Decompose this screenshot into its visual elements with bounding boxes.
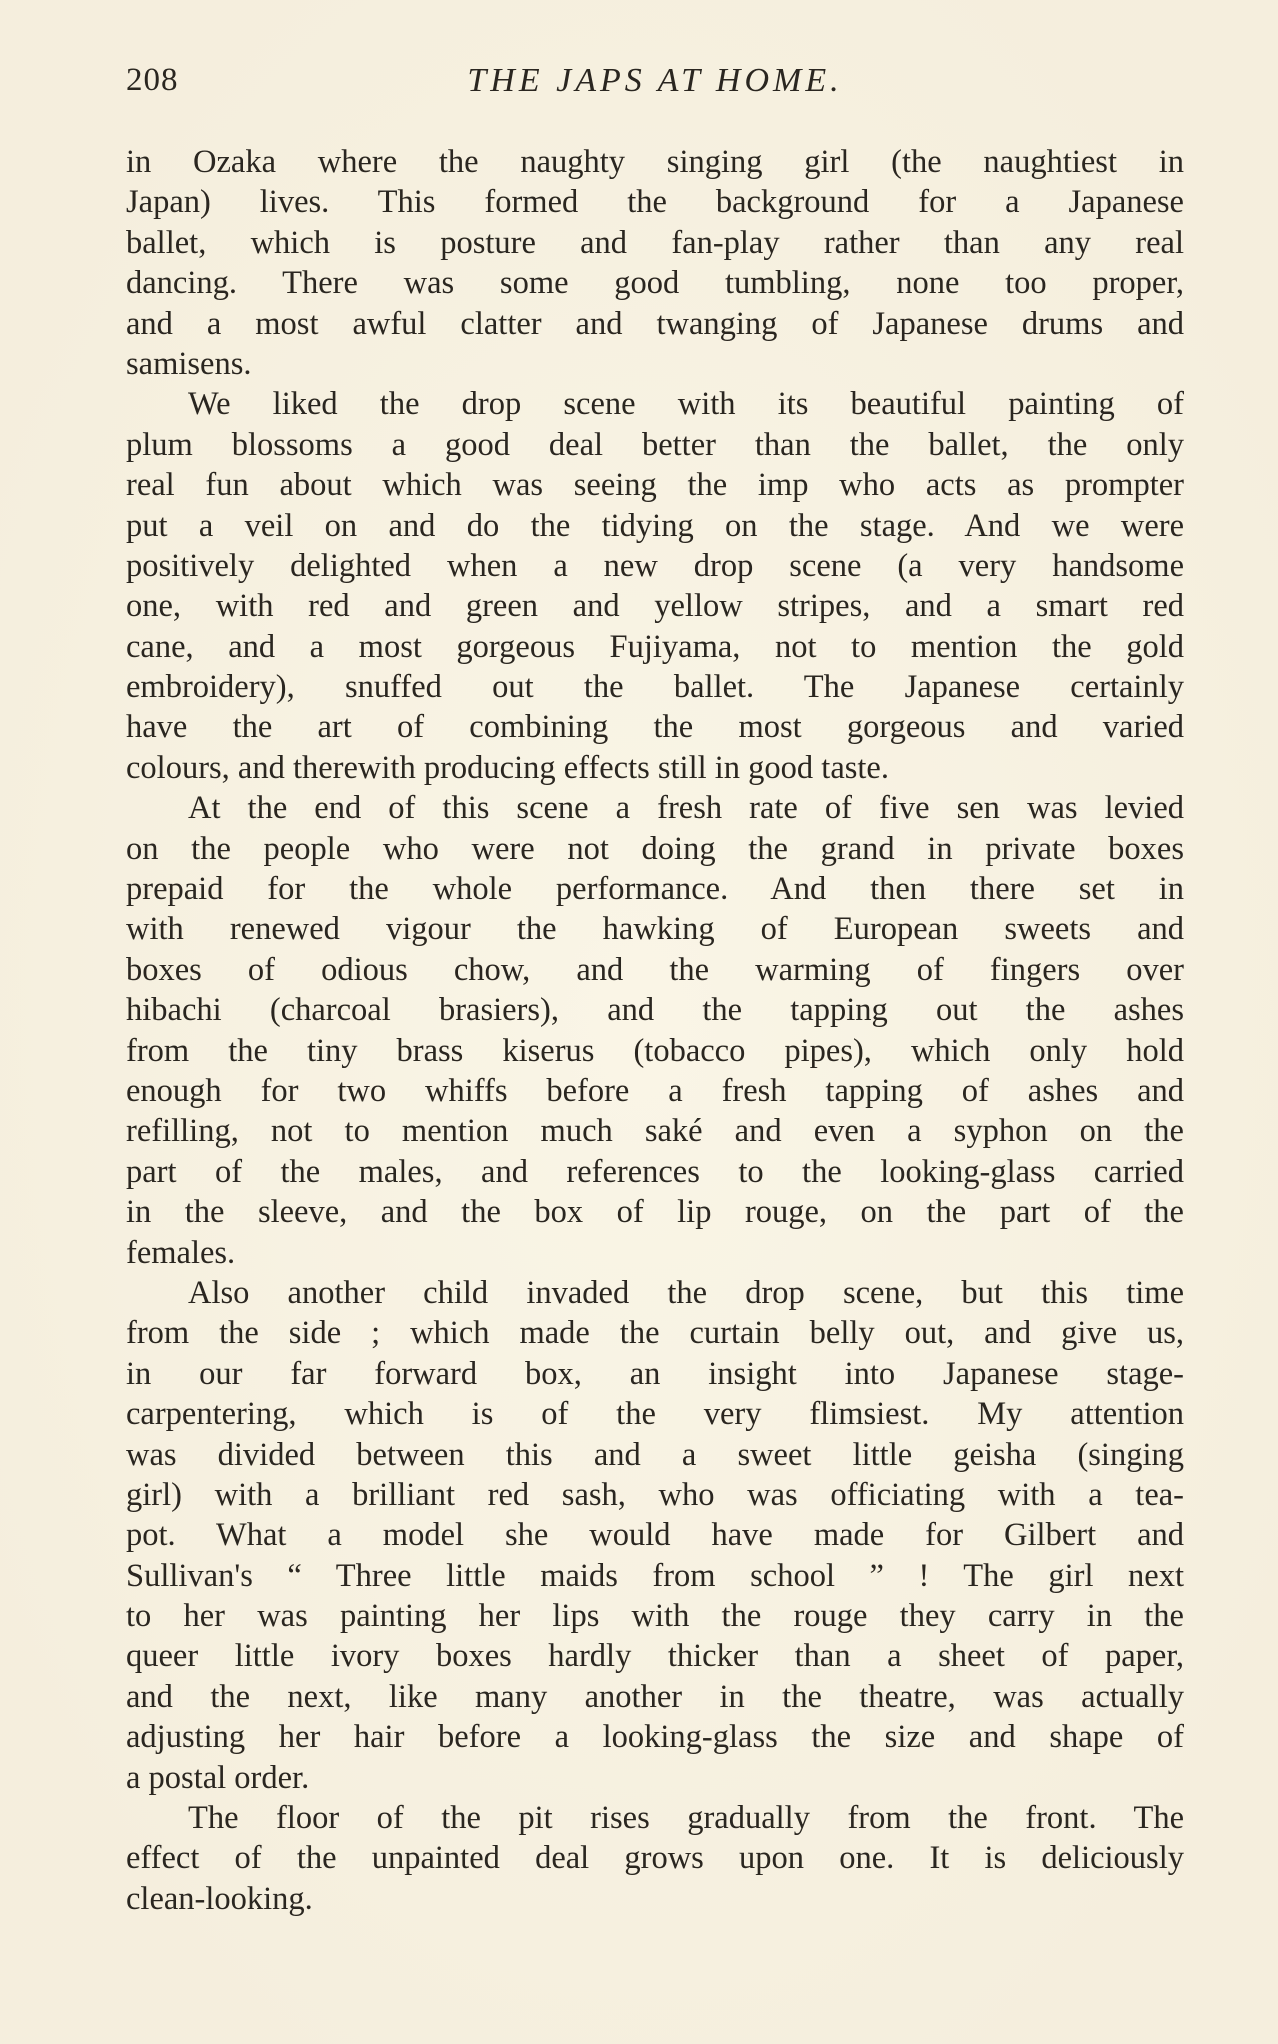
text-line: real fun about which was seeing the imp who acts as prompter	[126, 467, 1184, 504]
text-line: queer little ivory boxes hardly thicker than a sheet of paper,	[126, 1638, 1184, 1675]
text-line: Japan) lives. This formed the background for a Japanese	[126, 184, 1184, 221]
text-line: positively delighted when a new drop scene (a very handsome	[126, 547, 1184, 584]
text-line: with renewed vigour the hawking of European sweets and	[126, 911, 1184, 948]
paragraph	[126, 1273, 1184, 1798]
running-title: THE JAPS AT HOME.	[467, 62, 843, 99]
text-line: samisens.	[126, 345, 252, 382]
text-line: At the end of this scene a fresh rate of five sen was levied	[188, 790, 1184, 827]
paragraph	[126, 788, 1184, 1273]
body-text	[126, 142, 1184, 1919]
text-line: in the sleeve, and the box of lip rouge, on the part of the	[126, 1194, 1184, 1231]
text-line: have the art of combining the most gorgeous and varied	[126, 709, 1184, 746]
text-line: in Ozaka where the naughty singing girl (the naughtiest in	[126, 144, 1184, 180]
text-line: clean-looking.	[126, 1880, 313, 1917]
text-line: We liked the drop scene with its beautiful painting of	[188, 386, 1184, 423]
text-line: females.	[126, 1234, 236, 1271]
text-line: boxes of odious chow, and the warming of fingers over	[126, 951, 1184, 988]
text-line: embroidery), snuffed out the ballet. The Japanese certainly	[126, 669, 1184, 706]
text-line: one, with red and green and yellow stripes, and a smart red	[126, 588, 1184, 625]
text-line: Also another child invaded the drop scene, but this time	[188, 1274, 1184, 1311]
page-header	[126, 62, 1184, 116]
text-line: put a veil on and do the tidying on the stage. And we were	[126, 507, 1184, 544]
text-line: Sullivan's “ Three little maids from school ” ! The girl next	[126, 1557, 1184, 1594]
text-line: cane, and a most gorgeous Fujiyama, not to mention the gold	[126, 628, 1184, 665]
text-line: a postal order.	[126, 1759, 310, 1796]
text-line: to her was painting her lips with the rouge they carry in the	[126, 1598, 1184, 1635]
text-line: carpentering, which is of the very flimsiest. My attention	[126, 1396, 1184, 1433]
text-line: in our far forward box, an insight into Japanese stage-	[126, 1355, 1184, 1392]
text-line: on the people who were not doing the grand in private boxes	[126, 830, 1184, 867]
text-line: The floor of the pit rises gradually from the front. The	[188, 1800, 1184, 1837]
paragraph	[126, 1798, 1184, 1919]
text-line: enough for two whiffs before a fresh tapping of ashes and	[126, 1072, 1184, 1109]
paragraph	[126, 384, 1184, 788]
text-line: effect of the unpainted deal grows upon one. It is deliciously	[126, 1840, 1184, 1877]
text-line: colours, and therewith producing effects still in good taste.	[126, 749, 889, 786]
text-line: and the next, like many another in the theatre, was actually	[126, 1678, 1184, 1715]
text-line: adjusting her hair before a looking-glass the size and shape of	[126, 1719, 1184, 1756]
text-line: from the side ; which made the curtain belly out, and give us,	[126, 1315, 1184, 1352]
text-line: ballet, which is posture and fan-play rather than any real	[126, 224, 1184, 261]
page-number: 208	[126, 62, 179, 98]
text-line: pot. What a model she would have made for Gilbert and	[126, 1517, 1184, 1554]
text-line: from the tiny brass kiserus (tobacco pipes), which only hold	[126, 1032, 1184, 1069]
text-line: prepaid for the whole performance. And then there set in	[126, 871, 1184, 908]
text-line: and a most awful clatter and twanging of Japanese drums and	[126, 305, 1184, 342]
text-line: part of the males, and references to the looking-glass carried	[126, 1153, 1184, 1190]
text-line: dancing. There was some good tumbling, none too proper,	[126, 265, 1184, 302]
paragraph	[126, 142, 1184, 384]
text-line: refilling, not to mention much saké and even a syphon on the	[126, 1113, 1184, 1150]
text-line: plum blossoms a good deal better than the ballet, the only	[126, 426, 1184, 463]
text-line: hibachi (charcoal brasiers), and the tapping out the ashes	[126, 992, 1184, 1029]
text-line: was divided between this and a sweet little geisha (singing	[126, 1436, 1184, 1473]
text-line: girl) with a brilliant red sash, who was officiating with a tea-	[126, 1476, 1184, 1513]
